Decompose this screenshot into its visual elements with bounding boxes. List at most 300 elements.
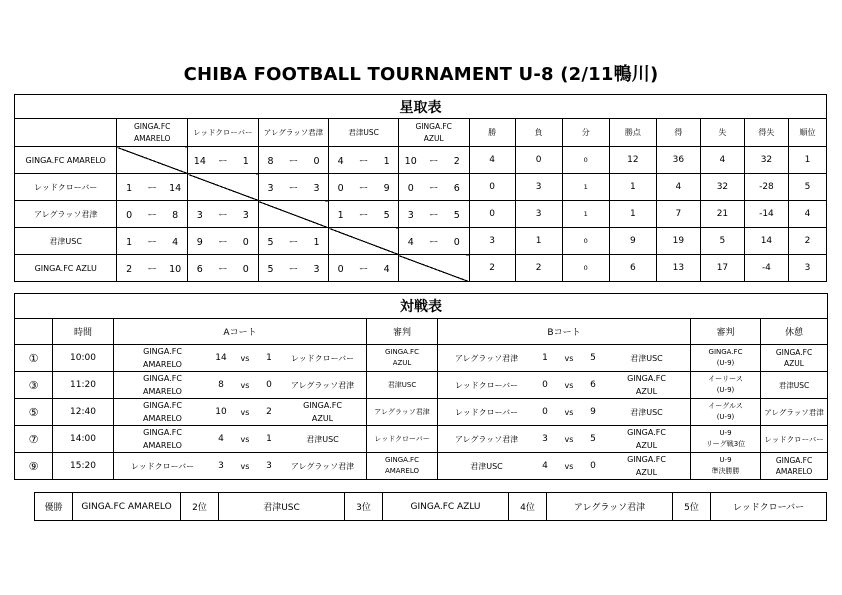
court-match: [114, 426, 367, 453]
standings-table: [14, 94, 827, 282]
goals-against: 8: [172, 210, 179, 221]
stat-value: 0: [562, 255, 609, 282]
team-name: GINGA.FC AMARELO: [15, 147, 117, 174]
result-cell: [117, 174, 188, 201]
match-line: [438, 352, 690, 365]
result-cell: [329, 201, 399, 228]
match-schedule-table: [14, 293, 828, 480]
stat-value: 7: [656, 201, 700, 228]
home-score: 10: [215, 407, 227, 417]
stat-value: 1: [562, 201, 609, 228]
stat-value: 3: [515, 174, 562, 201]
away-score: 1: [266, 353, 272, 363]
vs-label: vs: [564, 353, 574, 363]
home-team: [439, 460, 534, 473]
dash: ー: [358, 264, 369, 275]
court-match: [438, 345, 691, 372]
text-line: AZUL: [311, 414, 334, 423]
stat-value: 2: [788, 228, 826, 255]
text-line: GINGA.FC: [708, 348, 743, 356]
stat-header: 勝点: [609, 119, 656, 147]
team-header: [188, 119, 259, 147]
dash: ー: [358, 183, 369, 194]
goals-for: 4: [407, 237, 414, 248]
standings-row: [15, 255, 827, 282]
dash: ー: [288, 264, 299, 275]
text-line: レッドクローバー: [130, 461, 195, 471]
vs-label: vs: [240, 380, 250, 390]
text-line: GINGA.FC: [303, 401, 342, 410]
home-team: [115, 345, 210, 371]
stat-header: 得失: [744, 119, 788, 147]
rest-team: [761, 426, 828, 453]
standings-row: [15, 174, 827, 201]
away-score: 2: [266, 407, 272, 417]
text-line: GINGA.FC: [134, 121, 171, 131]
goals-against: 3: [313, 183, 320, 194]
dash: ー: [147, 264, 157, 275]
stat-value: 0: [469, 174, 515, 201]
away-score: 3: [266, 461, 272, 471]
away-score: 0: [590, 461, 596, 471]
away-score: 5: [590, 353, 596, 363]
team-header: [329, 119, 399, 147]
away-team: [604, 372, 689, 398]
team-name: アレグラッソ君津: [15, 201, 117, 228]
goals-against: 1: [383, 156, 390, 167]
match-line: [114, 399, 366, 425]
text-line: リーグ戦3位: [705, 440, 746, 448]
dash: ー: [147, 183, 157, 194]
result-cell: [398, 174, 469, 201]
place-team: アレグラッソ君津: [547, 493, 673, 521]
rest-team: [761, 372, 828, 399]
text-line: レッドクローバー: [454, 380, 519, 390]
final-ranking-row: [35, 493, 827, 521]
stat-value: 5: [788, 174, 826, 201]
dash: ー: [428, 183, 439, 194]
header-rest: 休憩: [761, 319, 828, 345]
match-row: [15, 372, 828, 399]
goals-for: 5: [267, 237, 274, 248]
goals-for: 4: [337, 156, 344, 167]
goals-for: 0: [337, 183, 344, 194]
goals-for: 1: [126, 183, 133, 194]
match-time: 11:20: [53, 372, 114, 399]
text-line: 君津USC: [778, 380, 810, 390]
goals-for: 3: [267, 183, 274, 194]
goals-for: 0: [126, 210, 133, 221]
vs-label: vs: [240, 434, 250, 444]
referee-a: [367, 399, 438, 426]
final-ranking-table: [34, 492, 827, 521]
diagonal-cell: [117, 147, 188, 174]
goals-against: 5: [453, 210, 460, 221]
stat-value: 14: [744, 228, 788, 255]
stat-value: 32: [744, 147, 788, 174]
result-cell: [258, 147, 329, 174]
dash: ー: [288, 237, 299, 248]
home-score: 3: [218, 461, 224, 471]
referee-b: [691, 426, 761, 453]
place-team: GINGA.FC AZLU: [383, 493, 509, 521]
matches-heading: 対戦表: [15, 294, 828, 319]
text-line: イーリース: [708, 375, 743, 383]
goals-for: 1: [337, 210, 344, 221]
header-ref: 審判: [367, 319, 438, 345]
text-line: AMARELO: [133, 133, 171, 143]
text-line: GINGA.FC: [627, 428, 666, 437]
away-score: 9: [590, 407, 596, 417]
stat-value: 4: [700, 147, 744, 174]
away-team: [604, 406, 689, 419]
goals-against: 0: [313, 156, 320, 167]
text-line: 君津USC: [470, 461, 503, 471]
header-ref2: 審判: [691, 319, 761, 345]
text-line: AMARELO: [384, 467, 420, 475]
dash: ー: [147, 237, 157, 248]
stat-value: 36: [656, 147, 700, 174]
text-line: 君津USC: [630, 407, 663, 417]
stat-value: 4: [788, 201, 826, 228]
goals-against: 4: [172, 237, 179, 248]
stat-value: 17: [700, 255, 744, 282]
home-team: [115, 460, 210, 473]
text-line: アレグラッソ君津: [290, 461, 355, 471]
text-line: AMARELO: [143, 360, 182, 369]
vs-label: vs: [564, 407, 574, 417]
text-line: GINGA.FC: [143, 374, 182, 383]
text-line: (U-9): [716, 359, 735, 367]
header-time: 時間: [53, 319, 114, 345]
standings-heading: 星取表: [15, 95, 827, 119]
place-label: 5位: [673, 493, 711, 521]
place-label: 2位: [181, 493, 219, 521]
dash: ー: [218, 237, 228, 248]
away-team: [280, 352, 365, 365]
team-header: [117, 119, 188, 147]
matches-heading-row: [15, 294, 828, 319]
match-no-header: [15, 319, 53, 345]
text-line: 君津USC: [306, 434, 339, 444]
rest-team: [761, 453, 828, 480]
text-line: 君津USC: [387, 380, 417, 389]
place-label: 3位: [345, 493, 383, 521]
standings-row: [15, 228, 827, 255]
home-score: 4: [218, 434, 224, 444]
referee-b: [691, 453, 761, 480]
match-number: ①: [15, 345, 53, 372]
team-name: 君津USC: [15, 228, 117, 255]
page-title: CHIBA FOOTBALL TOURNAMENT U-8 (2/11鴨川): [183, 64, 659, 85]
match-number: ⑨: [15, 453, 53, 480]
home-score: 1: [542, 353, 548, 363]
text-line: アレグラッソ君津: [454, 353, 519, 363]
rest-team: [761, 345, 828, 372]
result-cell: [188, 147, 259, 174]
text-line: AMARELO: [143, 441, 182, 450]
text-line: アレグラッソ君津: [374, 407, 430, 416]
goals-for: 3: [407, 210, 414, 221]
vs-label: vs: [564, 434, 574, 444]
dash: ー: [218, 156, 228, 167]
goals-against: 0: [453, 237, 460, 248]
away-team: [280, 460, 365, 473]
stat-value: 2: [469, 255, 515, 282]
home-score: 0: [542, 407, 548, 417]
text-line: U-9: [719, 429, 732, 437]
place-team: レッドクローバー: [711, 493, 827, 521]
team-header: [398, 119, 469, 147]
dash: ー: [428, 237, 439, 248]
away-team: [604, 426, 689, 452]
match-line: [438, 426, 690, 452]
goals-against: 3: [242, 210, 249, 221]
dash: ー: [288, 156, 299, 167]
header-court-a: Aコート: [114, 319, 367, 345]
goals-for: 3: [196, 210, 203, 221]
place-label: 優勝: [35, 493, 73, 521]
text-line: アレグラッソ君津: [764, 407, 824, 417]
goals-against: 10: [169, 264, 182, 275]
away-team: [604, 352, 689, 365]
home-team: [115, 372, 210, 398]
text-line: レッドクローバー: [374, 434, 430, 443]
text-line: GINGA.FC: [385, 348, 419, 356]
text-line: AZUL: [635, 387, 658, 396]
goals-against: 9: [383, 183, 390, 194]
match-line: [438, 453, 690, 479]
referee-b: [691, 372, 761, 399]
diagonal-cell: [329, 228, 399, 255]
diagonal-cell: [188, 174, 259, 201]
referee-a: [367, 372, 438, 399]
text-line: AMARELO: [775, 467, 813, 476]
corner-cell: [15, 119, 117, 147]
goals-for: 10: [404, 156, 417, 167]
place-label: 4位: [509, 493, 547, 521]
stat-value: 2: [515, 255, 562, 282]
text-line: GINGA.FC: [775, 348, 813, 357]
stat-value: -14: [744, 201, 788, 228]
home-team: [439, 379, 534, 392]
court-match: [438, 426, 691, 453]
goals-against: 2: [453, 156, 460, 167]
text-line: AZUL: [423, 133, 444, 143]
result-cell: [117, 255, 188, 282]
text-line: AZUL: [392, 359, 412, 367]
standings-row: [15, 201, 827, 228]
vs-label: vs: [240, 407, 250, 417]
stat-value: 0: [562, 147, 609, 174]
home-score: 3: [542, 434, 548, 444]
stat-value: 1: [609, 201, 656, 228]
result-cell: [188, 255, 259, 282]
court-match: [114, 345, 367, 372]
text-line: GINGA.FC: [143, 428, 182, 437]
text-line: (U-9): [716, 413, 735, 421]
stat-header: 得: [656, 119, 700, 147]
result-cell: [398, 201, 469, 228]
result-cell: [258, 174, 329, 201]
match-line: [114, 372, 366, 398]
match-row: [15, 399, 828, 426]
text-line: 準決勝勝: [711, 467, 740, 475]
text-line: (U-9): [716, 386, 735, 394]
header-court-b: Bコート: [438, 319, 691, 345]
stat-value: 1: [609, 174, 656, 201]
match-time: 15:20: [53, 453, 114, 480]
text-line: アレグラッソ君津: [454, 434, 519, 444]
result-cell: [329, 174, 399, 201]
goals-against: 0: [242, 264, 249, 275]
matches-header-row: [15, 319, 828, 345]
home-team: [439, 406, 534, 419]
result-cell: [117, 228, 188, 255]
referee-a: [367, 345, 438, 372]
dash: ー: [147, 210, 157, 221]
dash: ー: [218, 210, 228, 221]
result-cell: [398, 147, 469, 174]
stat-header: 順位: [788, 119, 826, 147]
stat-header: 失: [700, 119, 744, 147]
stat-value: 3: [788, 255, 826, 282]
away-score: 1: [266, 434, 272, 444]
text-line: AZUL: [635, 468, 658, 477]
match-time: 10:00: [53, 345, 114, 372]
away-score: 6: [590, 380, 596, 390]
stat-value: 32: [700, 174, 744, 201]
match-line: [438, 372, 690, 398]
stat-value: 21: [700, 201, 744, 228]
match-number: ⑦: [15, 426, 53, 453]
home-team: [439, 433, 534, 446]
place-team: 君津USC: [219, 493, 345, 521]
result-cell: [258, 228, 329, 255]
text-line: U-9: [719, 456, 732, 464]
text-line: AZUL: [635, 441, 658, 450]
stat-header: 勝: [469, 119, 515, 147]
text-line: GINGA.FC: [143, 347, 182, 356]
goals-for: 8: [267, 156, 274, 167]
stat-value: -4: [744, 255, 788, 282]
court-match: [114, 372, 367, 399]
stat-value: -28: [744, 174, 788, 201]
stat-value: 0: [562, 228, 609, 255]
referee-a: [367, 426, 438, 453]
home-score: 8: [218, 380, 224, 390]
rest-team: [761, 399, 828, 426]
text-line: アレグラッソ君津: [263, 127, 324, 137]
home-team: [115, 426, 210, 452]
standings-header-row: [15, 119, 827, 147]
goals-against: 0: [242, 237, 249, 248]
court-match: [438, 453, 691, 480]
text-line: イーグルス: [708, 402, 743, 410]
dash: ー: [428, 156, 439, 167]
stat-value: 1: [515, 228, 562, 255]
stat-value: 3: [469, 228, 515, 255]
result-cell: [188, 201, 259, 228]
match-number: ③: [15, 372, 53, 399]
vs-label: vs: [240, 353, 250, 363]
goals-against: 1: [313, 237, 320, 248]
goals-for: 5: [267, 264, 274, 275]
stat-header: 分: [562, 119, 609, 147]
goals-against: 1: [242, 156, 249, 167]
stat-value: 3: [515, 201, 562, 228]
stat-value: 1: [788, 147, 826, 174]
vs-label: vs: [564, 380, 574, 390]
away-team: [280, 399, 365, 425]
diagonal-cell: [258, 201, 329, 228]
text-line: レッドクローバー: [290, 353, 355, 363]
stat-value: 5: [700, 228, 744, 255]
stat-value: 1: [562, 174, 609, 201]
goals-for: 6: [196, 264, 203, 275]
stat-value: 9: [609, 228, 656, 255]
stat-value: 12: [609, 147, 656, 174]
text-line: GINGA.FC: [415, 121, 452, 131]
court-match: [114, 399, 367, 426]
match-line: [438, 406, 690, 419]
goals-against: 3: [313, 264, 320, 275]
match-time: 14:00: [53, 426, 114, 453]
text-line: GINGA.FC: [143, 401, 182, 410]
text-line: AZUL: [784, 359, 804, 368]
goals-against: 14: [169, 183, 182, 194]
away-score: 5: [590, 434, 596, 444]
match-row: [15, 426, 828, 453]
referee-a: [367, 453, 438, 480]
dash: ー: [358, 210, 369, 221]
goals-against: 4: [383, 264, 390, 275]
stat-value: 6: [609, 255, 656, 282]
stat-value: 13: [656, 255, 700, 282]
vs-label: vs: [564, 461, 574, 471]
home-team: [439, 352, 534, 365]
stat-value: 4: [469, 147, 515, 174]
goals-for: 2: [126, 264, 133, 275]
team-header: [258, 119, 329, 147]
team-name: レッドクローバー: [15, 174, 117, 201]
away-score: 0: [266, 380, 272, 390]
standings-heading-row: [15, 95, 827, 119]
home-score: 4: [542, 461, 548, 471]
result-cell: [258, 255, 329, 282]
team-name: GINGA.FC AZLU: [15, 255, 117, 282]
match-line: [114, 460, 366, 473]
text-line: GINGA.FC: [385, 456, 419, 464]
text-line: レッドクローバー: [454, 407, 519, 417]
dash: ー: [288, 183, 299, 194]
result-cell: [117, 201, 188, 228]
away-team: [280, 433, 365, 446]
standings-row: [15, 147, 827, 174]
away-team: [280, 379, 365, 392]
home-team: [115, 399, 210, 425]
home-score: 14: [215, 353, 227, 363]
dash: ー: [428, 210, 439, 221]
match-row: [15, 345, 828, 372]
match-line: [114, 426, 366, 452]
stat-value: 0: [515, 147, 562, 174]
goals-against: 6: [453, 183, 460, 194]
diagonal-cell: [398, 255, 469, 282]
goals-for: 1: [126, 237, 133, 248]
home-score: 0: [542, 380, 548, 390]
court-match: [438, 372, 691, 399]
